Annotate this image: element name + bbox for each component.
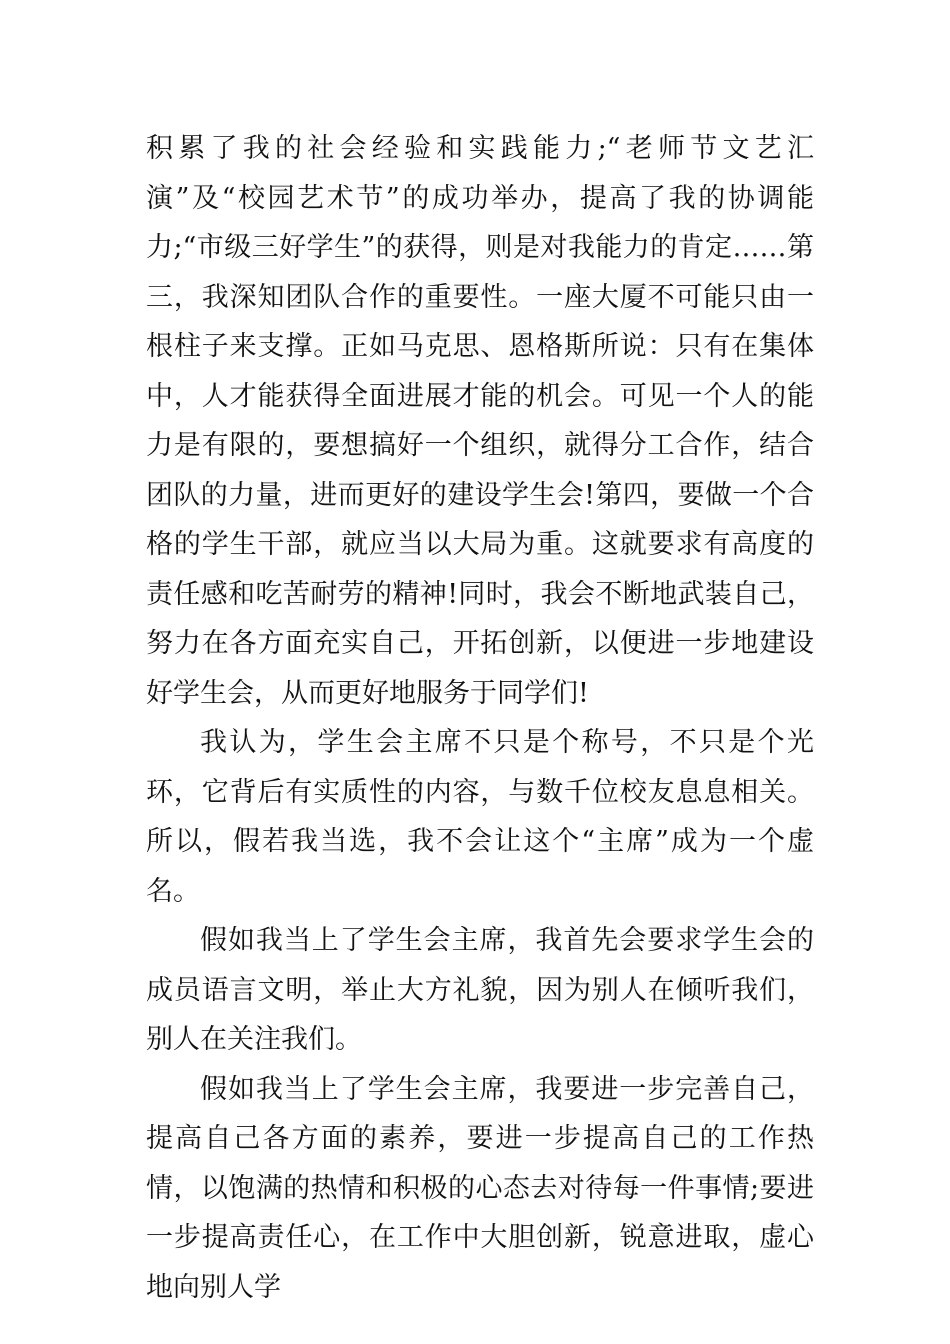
paragraph-1: 积累了我的社会经验和实践能力;“老师节文艺汇演”及“校园艺术节”的成功举办，提高了我的协调能力;“市级三好学生”的获得，则是对我能力的肯定……第三，我深知团队合作的重要性。一座大厦不可能只由一根柱子来支撑。正如马克思、恩格斯所说：只有在集体中，人才能获得全面进展才能的机会。可见一个人的能力是有限的，要想搞好一个组织，就得分工合作，结合团队的力量，进而更好的建设学生会!第四，要做一个合格的学生干部，就应当以大局为重。这就要求有高度的责任感和吃苦耐劳的精神!同时，我会不断地武装自己，努力在各方面充实自己，开拓创新，以便进一步地建设好学生会，从而更好地服务于同学们! xyxy=(146,133,814,709)
body-text xyxy=(146,124,814,1312)
paragraph-2: 我认为，学生会主席不只是个称号，不只是个光环，它背后有实质性的内容，与数千位校友息息相关。所以，假若我当选，我不会让这个“主席”成为一个虚名。 xyxy=(146,727,814,907)
paragraph-3: 假如我当上了学生会主席，我首先会要求学生会的成员语言文明，举止大方礼貌，因为别人在倾听我们，别人在关注我们。 xyxy=(146,925,814,1055)
paragraph-4: 假如我当上了学生会主席，我要进一步完善自己，提高自己各方面的素养，要进一步提高自己的工作热情，以饱满的热情和积极的心态去对待每一件事情;要进一步提高责任心，在工作中大胆创新，锐意进取，虚心地向别人学 xyxy=(146,1073,814,1303)
